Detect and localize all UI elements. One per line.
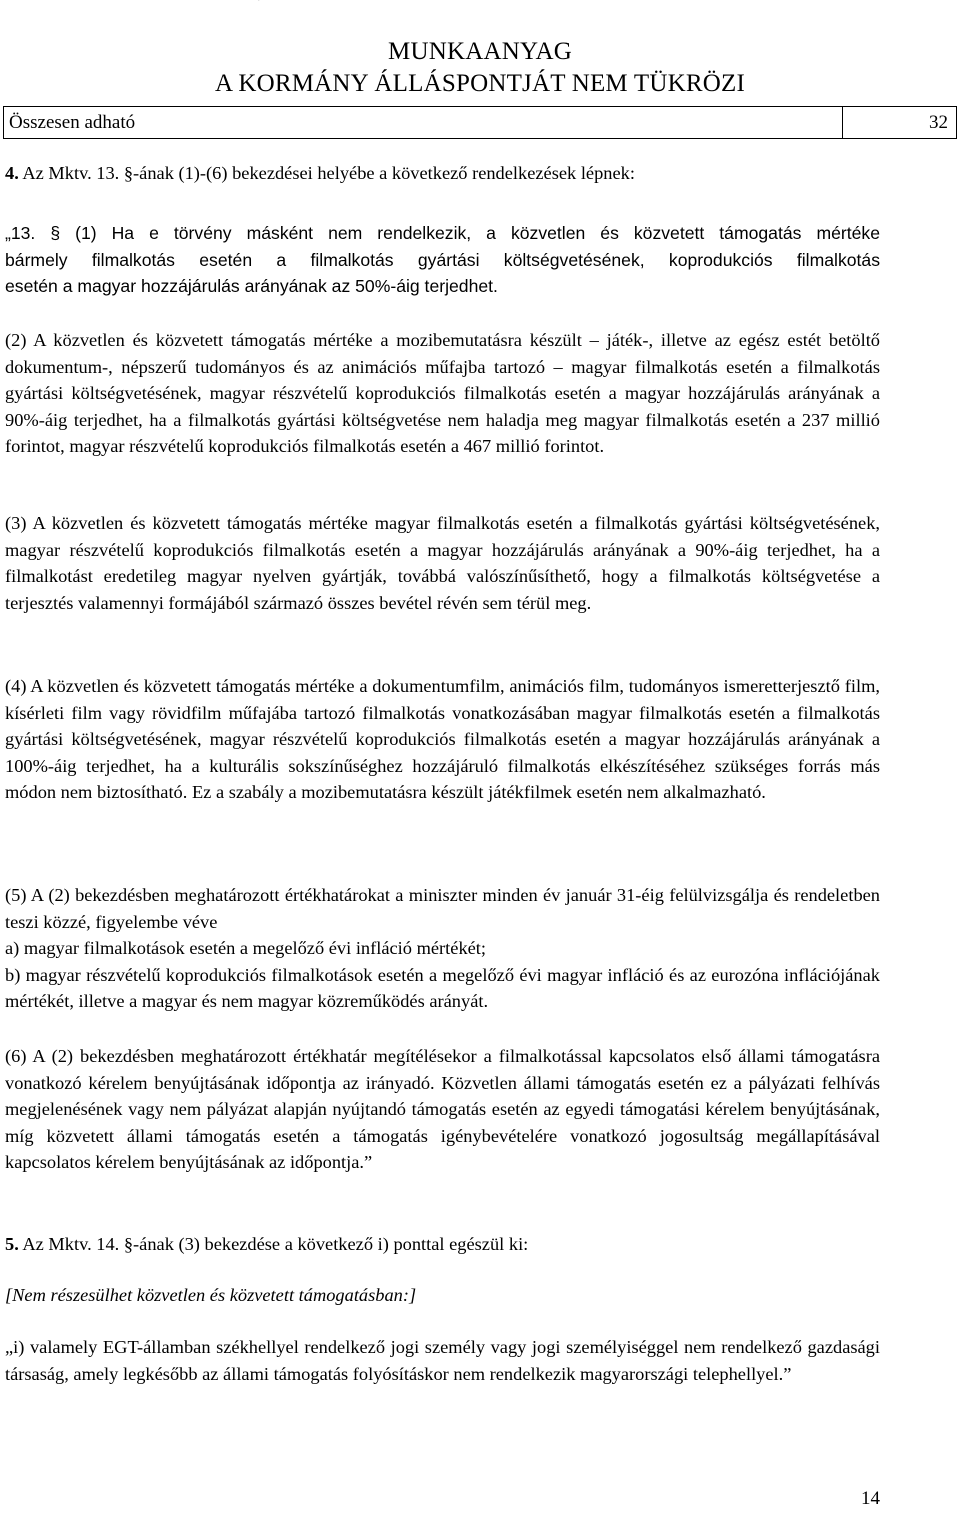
paragraph-6 <box>5 1043 880 1176</box>
paragraph-i-text: „i) valamely EGT-államban székhellyel rendelkező jogi személy vagy jogi személyiséggel nem rendelkező gazdasági társaság, amely legkésőbb az állami támogatás folyósításkor nem rendelkezik magyarországi telephellyel.” <box>5 1337 880 1384</box>
italic-heading <box>5 1282 880 1309</box>
section-5-heading <box>5 1231 880 1258</box>
paragraph-5-item-a: a) magyar filmalkotások esetén a megelőző évi infláció mértékét; <box>5 938 487 958</box>
italic-heading-text: [Nem részesülhet közvetlen és közvetett támogatásban:] <box>5 1285 417 1305</box>
watermark-line-2: A KORMÁNY ÁLLÁSPONTJÁT NEM TÜKRÖZI <box>215 70 745 97</box>
paragraph-2-text: (2) A közvetlen és közvetett támogatás mértéke a mozibemutatásra készült – játék-, illetve az egész estét betöltő dokumentum-, népszerű tudományos és az animációs műfajba tartozó – magyar filmalkotás esetén a filmalkotás gyártási költségvetésének, magyar részvételű koprodukciós filmalkotás esetén a magyar hozzájárulás arányának a 90%-áig terjedhet, ha a filmalkotás gyártási költségvetése nem haladja meg magyar filmalkotás esetén a 237 millió forintot, magyar részvételű koprodukciós filmalkotás esetén a 467 millió forintot. <box>5 330 880 456</box>
paragraph-3 <box>5 510 880 616</box>
paragraph-1 <box>5 220 880 300</box>
watermark-line-1: MUNKAANYAG <box>388 38 572 65</box>
paragraph-4-text: (4) A közvetlen és közvetett támogatás mértéke a dokumentumfilm, animációs film, tudományos ismeretterjesztő film, kísérleti film vagy rövidfilm műfajába tartozó filmalkotás vonatkozásában magyar filmalkotás esetén a filmalkotás gyártási költségvetésének, magyar részvételű koprodukciós filmalkotás esetén a magyar hozzájárulás arányának a 100%-áig terjedhet, ha a kulturális sokszínűséghez hozzájáruló filmalkotás elkészítéséhez szükséges forrás más módon nem biztosítható. Ez a szabály a mozibemutatásra készült játékfilmek esetén nem alkalmazható. <box>5 676 880 802</box>
points-header-box <box>3 106 957 139</box>
section-4-heading <box>5 160 880 187</box>
section-5-number: 5. <box>5 1234 19 1254</box>
scan-mark <box>258 0 274 2</box>
paragraph-3-text: (3) A közvetlen és közvetett támogatás mértéke magyar filmalkotás esetén a filmalkotás gyártási költségvetésének, magyar részvételű koprodukciós filmalkotás esetén a magyar hozzájárulás arányának a 90%-áig terjedhet, ha a filmalkotást eredetileg magyar nyelven gyártják, továbbá valószínűsíthető, hogy a filmalkotás költségvetése a terjesztés valamennyi formájából származó összes bevétel révén sem térül meg. <box>5 513 880 613</box>
paragraph-1-line-1: „13. § (1) Ha e törvény másként nem rendelkezik, a közvetlen és közvetett támogatás mértéke <box>5 223 880 243</box>
paragraph-5-intro: (5) A (2) bekezdésben meghatározott értékhatárokat a miniszter minden év január 31-éig felülvizsgálja és rendeletben teszi közzé, figyelembe véve <box>5 885 880 932</box>
paragraph-1-line-2: bármely filmalkotás esetén a filmalkotás gyártási költségvetésének, koprodukciós filmalkotás <box>5 249 880 270</box>
section-4-text: Az Mktv. 13. §-ának (1)-(6) bekezdései helyébe a következő rendelkezések lépnek: <box>18 163 635 183</box>
paragraph-2 <box>5 327 880 460</box>
paragraph-6-text: (6) A (2) bekezdésben meghatározott értékhatár megítélésekor a filmalkotással kapcsolatos első állami támogatásra vonatkozó kérelem benyújtásának időpontja az irányadó. Közvetlen állami támogatás esetén ez a pályázati felhívás megjelenésének vagy nem pályázat alapján nyújtandó támogatás esetén az egyedi támogatási kérelem benyújtásának, míg közvetett állami támogatás esetén a támogatás igénybevételére vonatkozó jogosultság megállapításával kapcsolatos kérelem benyújtásának az időpontja.” <box>5 1046 880 1172</box>
page-number: 14 <box>861 1488 880 1509</box>
section-5-text: Az Mktv. 14. §-ának (3) bekezdése a következő i) ponttal egészül ki: <box>18 1234 529 1254</box>
paragraph-5-item-b: b) magyar részvételű koprodukciós filmalkotások esetén a megelőző évi magyar infláció és az eurozóna inflációjának mértékét, illetve a magyar és nem magyar közreműködés arányát. <box>5 964 880 1011</box>
points-value: 32 <box>929 112 948 133</box>
paragraph-i <box>5 1334 880 1387</box>
paragraph-5 <box>5 882 880 1015</box>
section-4-number: 4. <box>5 163 19 183</box>
box-divider <box>842 107 843 138</box>
paragraph-1-line-3: esetén a magyar hozzájárulás arányának az 50%-áig terjedhet. <box>5 276 498 296</box>
points-label: Összesen adható <box>9 112 136 133</box>
paragraph-4 <box>5 673 880 806</box>
